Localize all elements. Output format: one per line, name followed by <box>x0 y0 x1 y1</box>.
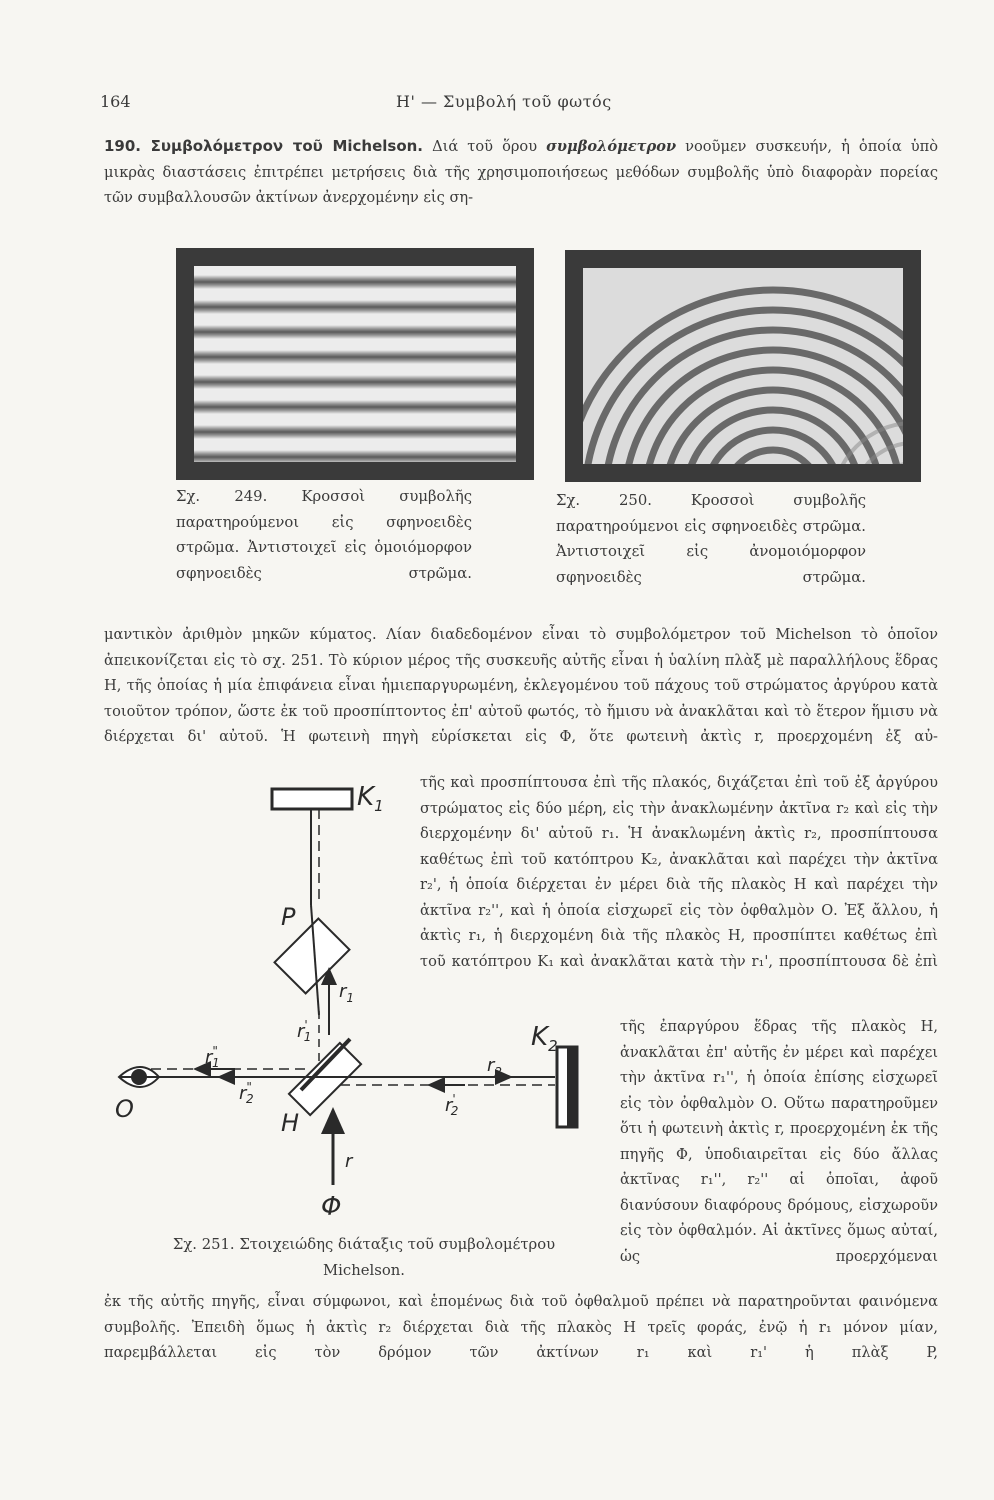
label-k2: $K_2$ <box>531 1022 558 1055</box>
intro-text-after-term: νοοῦμεν συσκευήν, ἡ ὁποία ὑπὸ μικρὰς διαστάσεις ἐπιτρέπει μετρήσεις διὰ τῆς χρησιμοποιήσεως μεθόδων συμβολῆς ὑπὸ διαφορὰν πορείας τῶν συμβαλλουσῶν ἀκτίνων ἀνερχομένην εἰς ση- <box>104 138 938 206</box>
body-paragraph-bottom: ἐκ τῆς αὐτῆς πηγῆς, εἶναι σύμφωνοι, καὶ ἑπομένως διὰ τοῦ ὀφθαλμοῦ πρέπει νὰ παρατηροῦνται φαινόμενα συμβολῆς. Ἐπειδὴ ὅμως ἡ ἀκτὶς r₂ διέρχεται διὰ τῆς πλακὸς Η τρεῖς φοράς, ἐνῷ ἡ r₁ μόνον μίαν, παρεμβάλλεται εἰς τὸν δρόμον τῶν ἀκτίνων r₁ καὶ r₁' ἡ πλὰξ P, <box>104 1293 938 1361</box>
body-paragraph-narrow-column: τῆς ἐπαργύρου ἕδρας τῆς πλακὸς Η, ἀνακλᾶται ἐπ' αὐτῆς ἐν μέρει καὶ παρέχει τὴν ἀκτῖνα r₁'', ἡ ὁποία ἐπίσης εἰσχωρεῖ εἰς τὸν ὀφθαλμὸν Ο. Οὕτω παρατηροῦμεν ὅτι ἡ φωτεινὴ ἀκτὶς r, προερχομένη ἐκ τῆς πηγῆς Φ, ὑποδιαιρεῖται εἰς δύο ἄλλας ἀκτῖνας r₁'', r₂'' αἱ ὁποῖαι, ἀφοῦ διανύσουν διαφόρους δρόμους, εἰσχωροῦν εἰς τὸν ὀφθαλμόν. Αἱ ἀκτῖνες ὅμως αὐταί, ὡς προερχόμεναι <box>620 1018 938 1265</box>
label-p: P <box>281 903 296 931</box>
label-o: O <box>115 1095 134 1123</box>
label-r2-double-prime: r" 2 <box>239 1080 254 1106</box>
body-paragraph-full-width: μαντικὸν ἀριθμὸν μηκῶν κύματος. Λίαν διαδεδομένον εἶναι τὸ συμβολόμετρον τοῦ Michelson τὸ ὁποῖον ἀπεικονίζεται εἰς τὸ σχ. 251. Τὸ κύριον μέρος τῆς συσκευῆς αὐτῆς εἶναι ἡ ὑαλίνη πλὰξ μὲ παραλλήλους ἕδρας Η, τῆς ὁποίας ἡ μία ἐπιφάνεια εἶναι ἡμιεπαργυρωμένη, ἐκλεγομένου τοῦ πάχους τοῦ στρώματος ἀργύρου κατὰ τοιοῦτον τρόπον, ὥστε ἐκ τοῦ προσπίπτοντος ἐπ' αὐτοῦ φωτός, τὸ ἥμισυ νὰ ἀνακλᾶται καὶ τὸ ἕτερον ἥμισυ νὰ διέρχεται δι' αὐτοῦ. Ἡ φωτεινὴ πηγὴ εὑρίσκεται εἰς Φ, ὅτε φωτεινὴ ἀκτὶς r, προερχομένη ἐξ αὐ- <box>104 626 938 745</box>
page-number: 164 <box>100 92 131 111</box>
beam-splitter-h <box>289 1043 361 1115</box>
section-heading: 190. Συμβολόμετρον τοῦ Michelson. <box>104 137 424 155</box>
figure-251-caption <box>134 1232 594 1283</box>
eye-icon <box>119 1067 159 1087</box>
label-r1-double-prime: r" 1 <box>205 1044 220 1070</box>
figure-250-fringes-nonuniform-wedge <box>565 250 921 482</box>
running-title: Η' — Συμβολή τοῦ φωτός <box>396 92 612 111</box>
defined-term: συμβολόμετρον <box>546 138 677 155</box>
intro-text-before-term: Διά τοῦ ὅρου <box>423 138 547 155</box>
body-paragraph-right-column: τῆς καὶ προσπίπτουσα ἐπὶ τῆς πλακός, διχάζεται ἐπὶ τοῦ ἐξ ἀργύρου στρώματος εἰς δύο μέρη, εἰς τὴν ἀνακλωμένην ἀκτῖνα r₂ καὶ εἰς τὴν διερχομένην δι' αὐτοῦ r₁. Ἡ ἀνακλωμένη ἀκτὶς r₂, προσπίπτουσα καθέτως ἐπὶ τοῦ κατόπτρου K₂, ἀνακλᾶται καὶ παρέχει τὴν ἀκτῖνα r₂', ἡ ὁποία διέρχεται ἐν μέρει διὰ τῆς πλακὸς Η καὶ παρέχει τὴν ἀκτῖνα r₂'', καὶ ἡ ὁποία εἰσχωρεῖ εἰς τὸν ὀφθαλμὸν Ο. Ἐξ ἄλλου, ἡ ἀκτὶς r₁, ἡ διερχομένη διὰ τῆς πλακὸς Η, προσπίπτει καθέτως ἐπὶ τοῦ κατόπτρου K₁ καὶ ἀνακλᾶται κατὰ τὴν r₁', προσπίπτουσα δὲ ἐπὶ <box>420 774 938 970</box>
figure-249-fringes-uniform-wedge <box>176 248 534 480</box>
label-r2: $r_2$ <box>487 1055 503 1079</box>
label-r2-prime: r' 2 <box>445 1092 459 1118</box>
mirror-k1 <box>272 789 352 809</box>
label-r1: $r_1$ <box>339 981 355 1005</box>
intro-paragraph <box>104 134 938 211</box>
label-h: H <box>281 1109 300 1137</box>
label-phi: Φ <box>321 1192 342 1222</box>
figure-249-caption: Σχ. 249. Κροσσοὶ συμβολῆς παρατηρούμενοι εἰς σφηνοειδὲς στρῶμα. Ἀντιστοιχεῖ εἰς ὁμοιόμορφον σφηνοειδὲς στρῶμα. <box>176 488 472 582</box>
mirror-k2-backing <box>567 1047 577 1127</box>
figure-250-caption: Σχ. 250. Κροσσοὶ συμβολῆς παρατηρούμενοι εἰς σφηνοειδὲς στρῶμα. Ἀντιστοιχεῖ εἰς ἀνομοιόμορφον σφηνοειδὲς στρῶμα. <box>556 492 866 586</box>
figure-251-caption-line2: Michelson. <box>323 1261 405 1279</box>
label-r: r <box>345 1151 353 1172</box>
straight-fringe-pattern <box>194 266 516 462</box>
curved-fringe-pattern <box>583 268 903 464</box>
label-r1-prime: r' 1 <box>297 1018 312 1044</box>
label-k1: $K_1$ <box>357 782 384 815</box>
figure-251-caption-line1: Σχ. 251. Στοιχειώδης διάταξις τοῦ συμβολομέτρου <box>172 1236 556 1253</box>
